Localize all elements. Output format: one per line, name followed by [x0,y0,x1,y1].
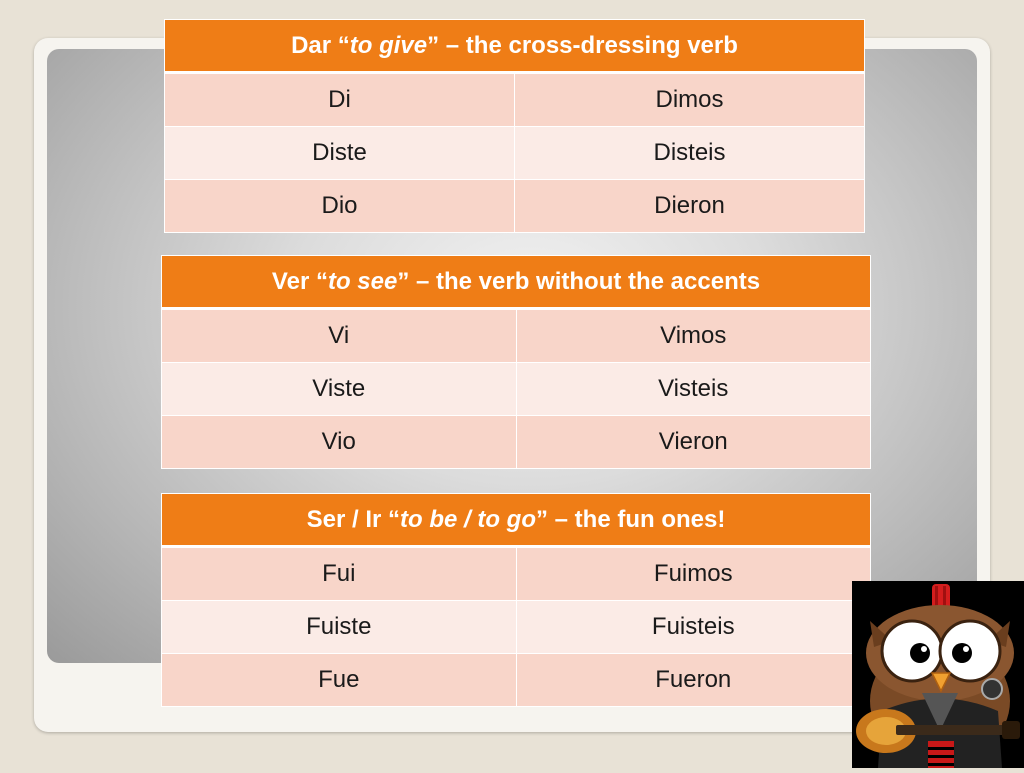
table-header: Dar “to give” – the cross-dressing verb [165,20,865,73]
table-cell: Vieron [516,416,871,469]
table-cell: Fui [162,547,517,601]
table-cell: Dieron [515,180,865,233]
dar-conjugation-table [164,19,865,233]
table-row [165,73,865,127]
table-cell: Vimos [516,309,871,363]
table-cell: Diste [165,127,515,180]
table-cell: Vio [162,416,517,469]
table-row [162,363,871,416]
table-cell: Viste [162,363,517,416]
table-cell: Dio [165,180,515,233]
table-header: Ser / Ir “to be / to go” – the fun ones! [162,494,871,547]
table-row [162,309,871,363]
table-cell: Vi [162,309,517,363]
table-row [162,601,871,654]
table-row [165,127,865,180]
table-row [162,654,871,707]
punk-owl-guitar-icon [852,581,1024,768]
table-cell: Visteis [516,363,871,416]
table-cell: Fuimos [516,547,871,601]
ver-conjugation-table [161,255,871,469]
table-cell: Disteis [515,127,865,180]
table-cell: Dimos [515,73,865,127]
table-row [165,180,865,233]
table-cell: Fue [162,654,517,707]
ser-ir-conjugation-table [161,493,871,707]
table-cell: Fueron [516,654,871,707]
table-header: Ver “to see” – the verb without the accents [162,256,871,309]
table-cell: Di [165,73,515,127]
table-cell: Fuiste [162,601,517,654]
table-row [162,547,871,601]
table-cell: Fuisteis [516,601,871,654]
table-row [162,416,871,469]
